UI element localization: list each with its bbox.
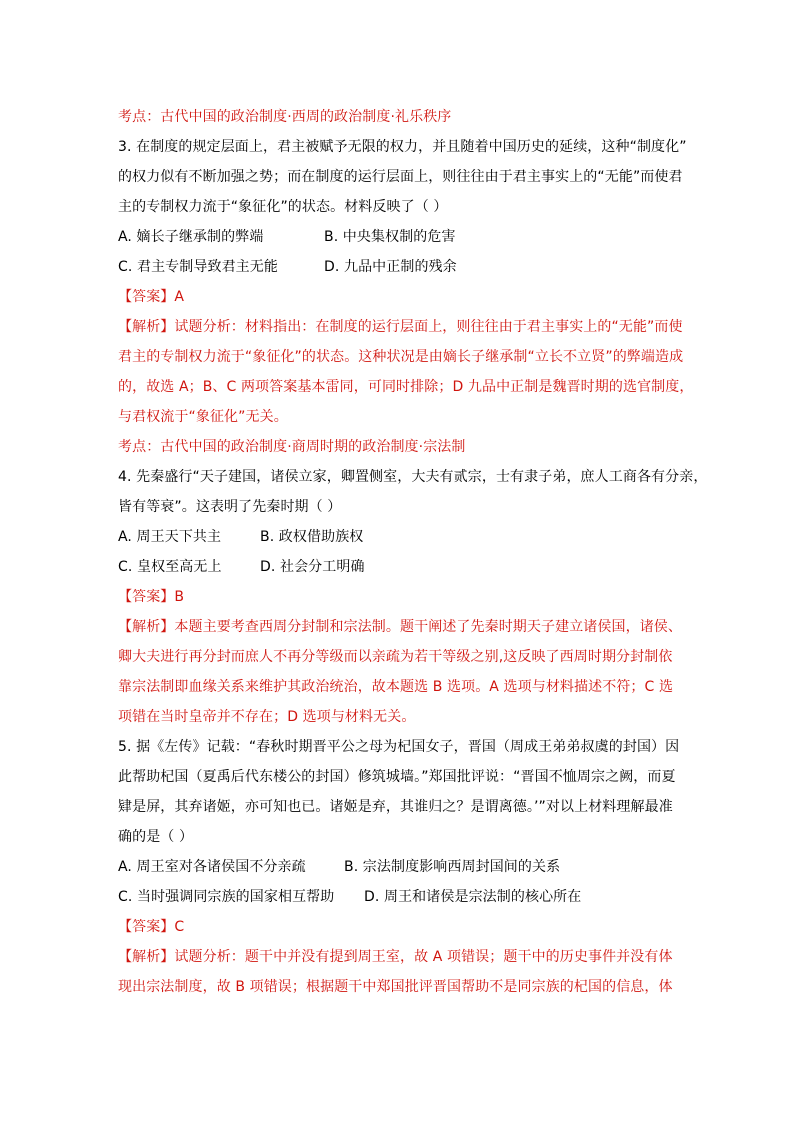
choice-c: C. 君主专制导致君主无能: [118, 259, 278, 275]
choice-row: [118, 552, 678, 582]
choice-d: D. 社会分工明确: [260, 559, 365, 575]
choice-a: A. 周王天下共主: [118, 529, 222, 545]
analysis-line: 【解析】试题分析：题干中并没有提到周王室，故 A 项错误；题干中的历史事件并没有体: [118, 949, 673, 965]
analysis-line: 现出宗法制度，故 B 项错误；根据题干中郑国批评晋国帮助不是同宗族的杞国的信息，体: [118, 979, 673, 995]
answer-label: 【答案】: [118, 289, 175, 305]
answer-value: B: [174, 589, 185, 605]
question-text-line: 确的是（ ）: [118, 829, 194, 845]
question-text-line: 皆有等衰”。这表明了先秦时期（ ）: [118, 499, 342, 515]
choice-row: [118, 252, 678, 282]
choice-c: C. 当时强调同宗族的国家相互帮助: [118, 889, 335, 905]
choice-row: [118, 522, 678, 552]
answer-label: 【答案】: [118, 919, 175, 935]
answer-line: [118, 282, 678, 312]
document-content: [118, 102, 708, 1002]
analysis-line: 卿大夫进行再分封而庶人不再分等级而以亲疏为若干等级之别,这反映了西周时期分封制依: [118, 649, 673, 665]
kaodian-line: 考点：古代中国的政治制度·西周的政治制度·礼乐秩序: [118, 109, 452, 125]
choice-d: D. 九品中正制的残余: [324, 259, 457, 275]
answer-value: C: [174, 919, 185, 935]
choice-a: A. 周王室对各诸侯国不分亲疏: [118, 859, 306, 875]
question-text-line: 主的专制权力流于“象征化”的状态。材料反映了（ ）: [118, 199, 448, 215]
kaodian-line: 考点：古代中国的政治制度·商周时期的政治制度·宗法制: [118, 439, 466, 455]
choice-b: B. 宗法制度影响西周封国间的关系: [344, 859, 561, 875]
choice-b: B. 中央集权制的危害: [324, 229, 456, 245]
choice-a: A. 嫡长子继承制的弊端: [118, 229, 264, 245]
answer-value: A: [174, 289, 185, 305]
choice-b: B. 政权借助族权: [260, 529, 364, 545]
analysis-line: 君主的专制权力流于“象征化”的状态。这种状况是由嫡长子继承制“立长不立贤”的弊端造成: [118, 349, 684, 365]
choice-c: C. 皇权至高无上: [118, 559, 222, 575]
choice-row: [118, 882, 678, 912]
question-text-line: 的权力似有不断加强之势；而在制度的运行层面上，则往往由于君主事实上的“无能”而使君: [118, 169, 683, 185]
question-3: [118, 132, 694, 462]
choice-d: D. 周王和诸侯是宗法制的核心所在: [364, 889, 582, 905]
choice-row: [118, 222, 678, 252]
analysis-line: 靠宗法制即血缘关系来维护其政治统治，故本题选 B 选项。A 选项与材料描述不符；C 选: [118, 679, 674, 695]
question-text-line: 3. 在制度的规定层面上，君主被赋予无限的权力，并且随着中国历史的延续，这种“制度化”: [118, 139, 687, 155]
choice-row: [118, 852, 678, 882]
analysis-line: 项错在当时皇帝并不存在；D 选项与材料无关。: [118, 709, 416, 725]
analysis-line: 与君权流于“象征化”无关。: [118, 409, 288, 425]
question-5: [118, 732, 678, 1002]
question-text-line: 5. 据《左传》记载：“春秋时期晋平公之母为杞国女子，晋国（周成王弟弟叔虞的封国）因: [118, 739, 680, 755]
answer-line: [118, 912, 678, 942]
question-4: [118, 462, 708, 732]
answer-label: 【答案】: [118, 589, 175, 605]
answer-line: [118, 582, 678, 612]
question-text-line: 此帮助杞国（夏禹后代东楼公的封国）修筑城墙。”郑国批评说：“晋国不恤周宗之阙，而夏: [118, 769, 676, 785]
question-text-line: 4. 先秦盛行“天子建国，诸侯立家，卿置侧室，大夫有贰宗，士有隶子弟，庶人工商各有分亲，: [118, 469, 708, 485]
analysis-line: 【解析】本题主要考查西周分封制和宗法制。题干阐述了先秦时期天子建立诸侯国，诸侯、: [118, 619, 682, 635]
analysis-line: 【解析】试题分析：材料指出：在制度的运行层面上，则往往由于君主事实上的“无能”而使: [118, 319, 683, 335]
question-text-line: 肄是屏，其弃诸姬，亦可知也已。诸姬是弃，其谁归之？是谓离德。’”对以上材料理解最准: [118, 799, 673, 815]
analysis-line: 的，故选 A；B、C 两项答案基本雷同，可同时排除；D 九品中正制是魏晋时期的选官制度，: [118, 379, 694, 395]
